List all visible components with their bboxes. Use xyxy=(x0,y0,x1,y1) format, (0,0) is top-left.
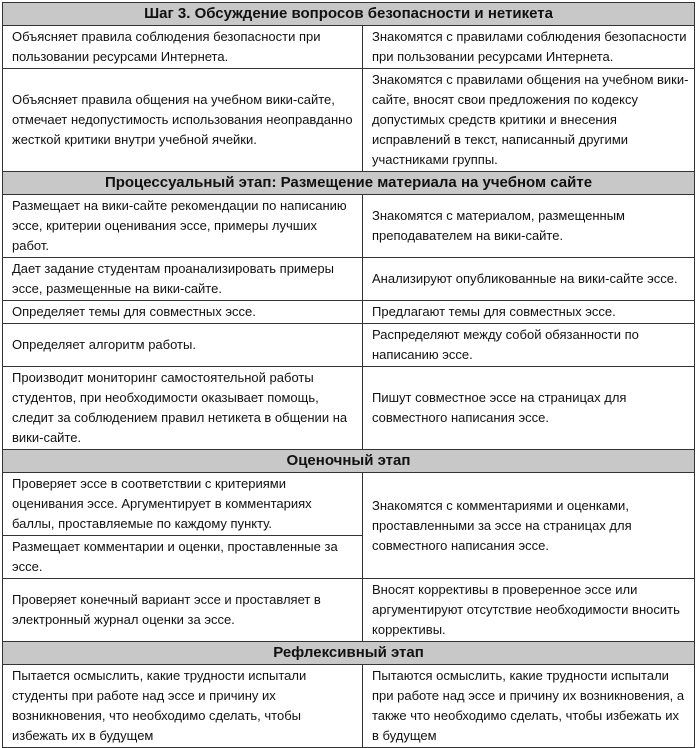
section-header-reflexive xyxy=(3,642,695,665)
section-title: Рефлексивный этап xyxy=(3,642,695,665)
teacher-cell: Проверяет конечный вариант эссе и проставляет в электронный журнал оценки за эссе. xyxy=(3,579,363,642)
student-cell: Пишут совместное эссе на страницах для совместного написания эссе. xyxy=(363,367,695,450)
section-title: Шаг 3. Обсуждение вопросов безопасности и нетикета xyxy=(3,3,695,26)
table-row xyxy=(3,258,695,301)
teacher-cell: Размещает на вики-сайте рекомендации по написанию эссе, критерии оценивания эссе, примеры лучших работ. xyxy=(3,195,363,258)
teacher-cell: Определяет темы для совместных эссе. xyxy=(3,301,363,324)
teacher-cell: Проверяет эссе в соответствии с критериями оценивания эссе. Аргументирует в комментариях баллы, проставляемые по каждому пункту. xyxy=(3,473,363,536)
teacher-cell: Объясняет правила общения на учебном вики-сайте, отмечает недопустимость использования неоправданно жесткой критики внутри учебной ячейки. xyxy=(3,69,363,172)
teacher-cell: Дает задание студентам проанализировать примеры эссе, размещенные на вики-сайте. xyxy=(3,258,363,301)
teacher-cell: Размещает комментарии и оценки, проставленные за эссе. xyxy=(3,536,363,579)
student-cell: Знакомятся с комментариями и оценками, проставленными за эссе на страницах для совместного написания эссе. xyxy=(363,473,695,579)
section-header-step3 xyxy=(3,3,695,26)
student-cell: Распределяют между собой обязанности по написанию эссе. xyxy=(363,324,695,367)
teacher-cell: Пытается осмыслить, какие трудности испытали студенты при работе над эссе и причину их возникновения, что необходимо сделать, чтобы избежать их в будущем xyxy=(3,665,363,748)
table-row xyxy=(3,665,695,748)
table-row xyxy=(3,367,695,450)
student-cell: Знакомятся с материалом, размещенным преподавателем на вики-сайте. xyxy=(363,195,695,258)
student-cell: Пытаются осмыслить, какие трудности испытали при работе над эссе и причину их возникновения, а также что необходимо сделать, чтобы избежать их в будущем xyxy=(363,665,695,748)
section-header-procedural xyxy=(3,172,695,195)
teacher-cell: Определяет алгоритм работы. xyxy=(3,324,363,367)
table-row xyxy=(3,69,695,172)
student-cell: Анализируют опубликованные на вики-сайте эссе. xyxy=(363,258,695,301)
student-cell: Вносят коррективы в проверенное эссе или аргументируют отсутствие необходимости вносить коррективы. xyxy=(363,579,695,642)
section-header-evaluation xyxy=(3,450,695,473)
student-cell: Знакомятся с правилами общения на учебном вики-сайте, вносят свои предложения по кодексу допустимых средств критики и внесения исправлений в текст, написанный другими участниками группы. xyxy=(363,69,695,172)
student-cell: Знакомятся с правилами соблюдения безопасности при пользовании ресурсами Интернета. xyxy=(363,26,695,69)
teacher-cell: Объясняет правила соблюдения безопасности при пользовании ресурсами Интернета. xyxy=(3,26,363,69)
table-row xyxy=(3,301,695,324)
table-row xyxy=(3,324,695,367)
table-row xyxy=(3,195,695,258)
table-row xyxy=(3,473,695,536)
teacher-cell: Производит мониторинг самостоятельной работы студентов, при необходимости оказывает помощь, следит за соблюдением правил нетикета в общении на вики-сайте. xyxy=(3,367,363,450)
lesson-plan-table xyxy=(2,2,695,748)
section-title: Процессуальный этап: Размещение материала на учебном сайте xyxy=(3,172,695,195)
student-cell: Предлагают темы для совместных эссе. xyxy=(363,301,695,324)
table-row xyxy=(3,579,695,642)
section-title: Оценочный этап xyxy=(3,450,695,473)
table-row xyxy=(3,26,695,69)
